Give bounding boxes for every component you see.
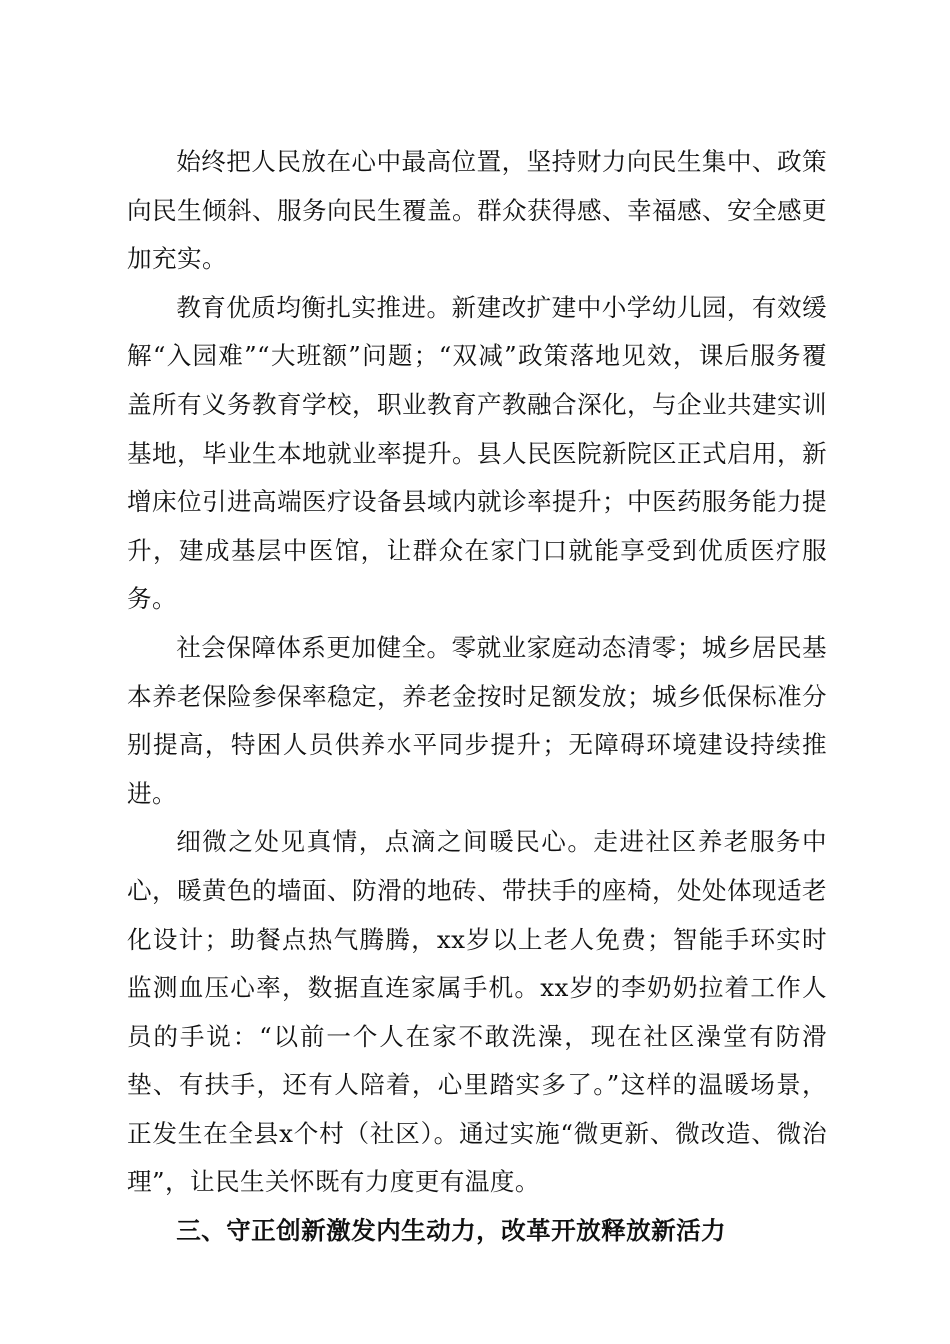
paragraph-people-first: 始终把人民放在心中最高位置，坚持财力向民生集中、政策向民生倾斜、服务向民生覆盖。群众获得感、幸福感、安全感更加充实。 [127, 147, 827, 274]
section-heading-three: 三、守正创新激发内生动力，改革开放释放新活力 [176, 1216, 727, 1246]
paragraph-social-security: 社会保障体系更加健全。零就业家庭动态清零；城乡居民基本养老保险参保率稳定，养老金按时足额发放；城乡低保标准分别提高，特困人员供养水平同步提升；无障碍环境建设持续推进。 [127, 632, 827, 808]
paragraph-elderly-care: 细微之处见真情，点滴之间暖民心。走进社区养老服务中心，暖黄色的墙面、防滑的地砖、带扶手的座椅，处处体现适老化设计；助餐点热气腾腾，xx岁以上老人免费；智能手环实时监测血压心率，数据直连家属手机。xx岁的李奶奶拉着工作人员的手说：“以前一个人在家不敢洗澡，现在社区澡堂有防滑垫、有扶手，还有人陪着，心里踏实多了。”这样的温暖场景，正发生在全县x个村（社区）。通过实施“微更新、微改造、微治理”，让民生关怀既有力度更有温度。 [127, 827, 827, 1197]
document-body [127, 138, 827, 1256]
paragraph-education-health: 教育优质均衡扎实推进。新建改扩建中小学幼儿园，有效缓解“入园难”“大班额”问题；“双减”政策落地见效，课后服务覆盖所有义务教育学校，职业教育产教融合深化，与企业共建实训基地，毕业生本地就业率提升。县人民医院新院区正式启用，新增床位引进高端医疗设备县域内就诊率提升；中医药服务能力提升，建成基层中医馆，让群众在家门口就能享受到优质医疗服务。 [127, 292, 827, 614]
